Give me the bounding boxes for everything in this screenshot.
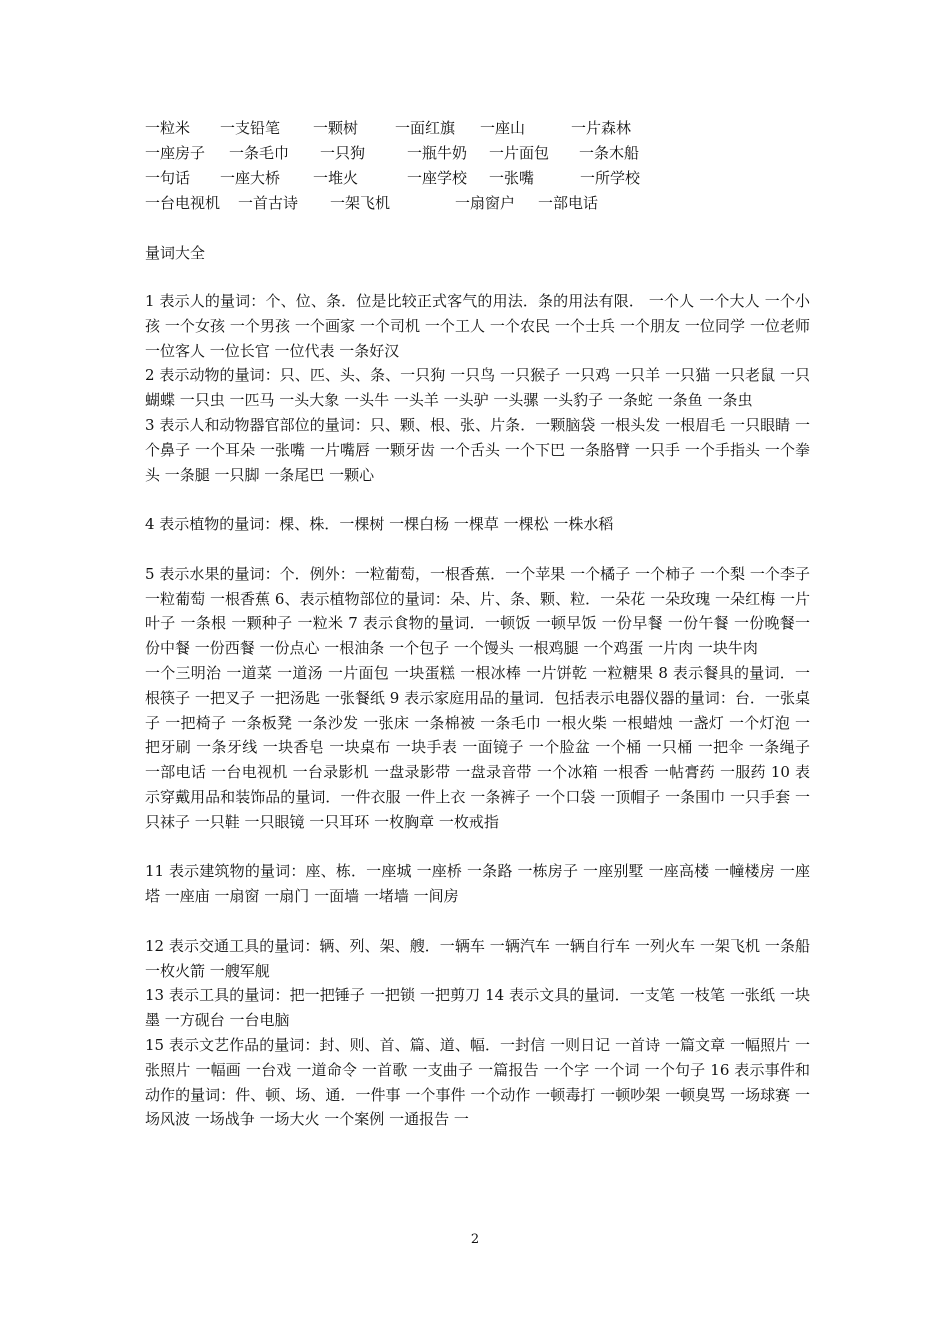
section-title: 量词大全	[145, 244, 206, 262]
word-cell: 一座大桥	[220, 169, 281, 187]
word-cell: 一座学校	[407, 169, 468, 187]
word-cell: 一首古诗	[238, 194, 299, 212]
word-row	[145, 166, 825, 191]
word-row	[145, 191, 825, 216]
word-cell: 一座山	[480, 119, 526, 137]
paragraph: 15 表示文艺作品的量词：封、则、首、篇、道、幅．一封信 一则日记 一首诗 一篇文章 一幅照片 一张照片 一幅画 一台戏 一道命令 一首歌 一支曲子 一篇报告 一个字 一个词 一个句子 16 表示事件和动作的量词：件、顿、场、通．一件事 一个事件 一个动作 一顿毒打 一顿吵架 一顿臭骂 一场球赛 一场风波 一场战争 一场大火 一个案例 一通报告 一	[145, 1035, 810, 1129]
paragraph: 一个三明治 一道菜 一道汤 一片面包 一块蛋糕 一根冰棒 一片饼乾 一粒糖果 8 表示餐具的量词．一根筷子 一把叉子 一把汤匙 一张餐纸 9 表示家庭用品的量词．包括表示电器仪器的量词：台．一张桌子 一把椅子 一条板凳 一条沙发 一张床 一条棉被 一条毛巾 一根火柴 一根蜡烛 一盏灯 一个灯泡 一把牙刷 一条牙线 一块香皂 一块桌布 一块手表 一面镜子 一个脸盆 一个桶 一只桶 一把伞 一条绳子 一部电话 一台电视机 一台录影机 一盘录影带 一盘录音带 一个冰箱 一根香 一帖膏药 一服药 10 表示穿戴用品和装饰品的量词．一件衣服 一件上衣 一条裤子 一个口袋 一顶帽子 一条围巾 一只手套 一只袜子 一只鞋 一只眼镜 一只耳环 一枚胸章 一枚戒指	[145, 663, 810, 831]
word-cell: 一面红旗	[395, 119, 456, 137]
word-cell: 一颗树	[313, 119, 359, 137]
word-cell: 一部电话	[538, 194, 599, 212]
word-cell: 一粒米	[145, 119, 191, 137]
paragraph: 13 表示工具的量词：把一把锤子 一把锁 一把剪刀 14 表示文具的量词．一支笔 一枝笔 一张纸 一块墨 一方砚台 一台电脑	[145, 986, 810, 1030]
word-cell: 一条木船	[579, 144, 640, 162]
paragraph: 4 表示植物的量词：棵、株．一棵树 一棵白杨 一棵草 一棵松 一株水稻	[145, 515, 614, 534]
paragraph-spacer	[145, 835, 810, 860]
word-cell: 一片森林	[571, 119, 632, 137]
paragraph: 5 表示水果的量词：个．例外：一粒葡萄，一根香蕉．一个苹果 一个橘子 一个柿子 一个梨 一个李子 一粒葡萄 一根香蕉 6、表示植物部位的量词：朵、片、条、颗、粒．一朵花 一朵玫瑰 一朵红梅 一片叶子 一条根 一颗种子 一粒米 7 表示食物的量词．一顿饭 一顿早饭 一份早餐 一份午餐 一份晚餐一份中餐 一份西餐 一份点心 一根油条 一个包子 一个馒头 一根鸡腿 一个鸡蛋 一片肉 一块牛肉	[145, 564, 810, 658]
word-cell: 一堆火	[313, 169, 359, 187]
word-cell: 一瓶牛奶	[407, 144, 468, 162]
word-cell: 一扇窗户	[455, 194, 516, 212]
document-body	[145, 289, 810, 1132]
word-cell: 一片面包	[489, 144, 550, 162]
word-cell: 一所学校	[580, 169, 641, 187]
paragraph: 11 表示建筑物的量词：座、栋．一座城 一座桥 一条路 一栋房子 一座别墅 一座高楼 一幢楼房 一座塔 一座庙 一扇窗 一扇门 一面墙 一堵墙 一间房	[145, 862, 810, 906]
word-cell: 一架飞机	[330, 194, 391, 212]
page-number: 2	[470, 1232, 480, 1247]
paragraph: 2 表示动物的量词：只、匹、头、条、一只狗 一只鸟 一只猴子 一只鸡 一只羊 一只猫 一只老鼠 一只蝴蝶 一只虫 一匹马 一头大象 一头牛 一头羊 一头驴 一头骡 一头豹子 一条蛇 一条鱼 一条虫	[145, 366, 810, 410]
word-cell: 一台电视机	[145, 194, 221, 212]
word-cell: 一支铅笔	[220, 119, 281, 137]
word-cell: 一座房子	[145, 144, 206, 162]
paragraph-spacer	[145, 487, 810, 512]
paragraph-spacer	[145, 537, 810, 562]
word-cell: 一条毛巾	[229, 144, 290, 162]
measure-word-examples-grid	[145, 116, 825, 216]
word-row	[145, 141, 825, 166]
paragraph-spacer	[145, 909, 810, 934]
word-cell: 一句话	[145, 169, 191, 187]
word-cell: 一张嘴	[489, 169, 535, 187]
paragraph: 1 表示人的量词：个、位、条．位是比较正式客气的用法．条的用法有限． 一个人 一个大人 一个小孩 一个女孩 一个男孩 一个画家 一个司机 一个工人 一个农民 一个士兵 一个朋友 一位同学 一位老师 一位客人 一位长官 一位代表 一条好汉	[145, 292, 810, 360]
word-row	[145, 116, 825, 141]
word-cell: 一只狗	[320, 144, 366, 162]
paragraph: 3 表示人和动物器官部位的量词：只、颗、根、张、片条．一颗脑袋 一根头发 一根眉毛 一只眼睛 一个鼻子 一个耳朵 一张嘴 一片嘴唇 一颗牙齿 一个舌头 一个下巴 一条胳臂 一只手 一个手指头 一个拳头 一条腿 一只脚 一条尾巴 一颗心	[145, 415, 810, 484]
paragraph: 12 表示交通工具的量词：辆、列、架、艘．一辆车 一辆汽车 一辆自行车 一列火车 一架飞机 一条船 一枚火箭 一艘军舰	[145, 936, 810, 980]
